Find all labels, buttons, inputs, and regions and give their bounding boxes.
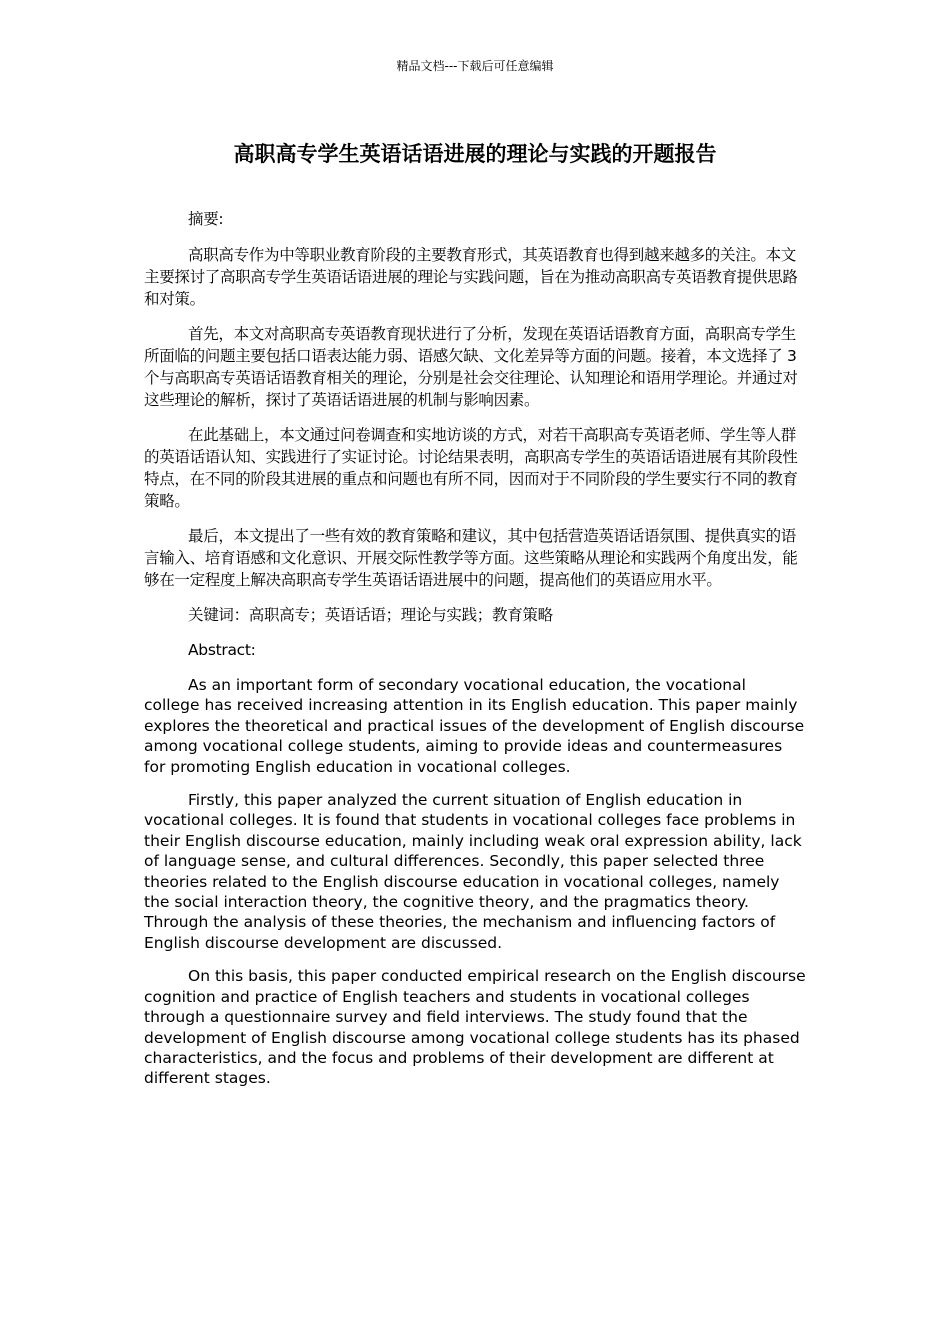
- abstract-cn-paragraph: 在此基础上，本文通过问卷调查和实地访谈的方式，对若干高职高专英语老师、学生等人群的英语话语认知、实践进行了实证讨论。讨论结果表明，高职高专学生的英语话语进展有其阶段性特点，在不同的阶段其进展的重点和问题也有所不同，因而对于不同阶段的学生要实行不同的教育策略。: [144, 426, 798, 510]
- document-title: 高职高专学生英语话语进展的理论与实践的开题报告: [233, 142, 717, 166]
- keywords-cn: 关键词：高职高专；英语话语；理论与实践；教育策略: [188, 606, 553, 624]
- abstract-en-label: Abstract:: [188, 641, 256, 659]
- page-header: 精品文档---下载后可任意编辑: [396, 59, 554, 73]
- abstract-cn-paragraph: 首先，本文对高职高专英语教育现状进行了分析，发现在英语话语教育方面，高职高专学生所面临的问题主要包括口语表达能力弱、语感欠缺、文化差异等方面的问题。接着，本文选择了 3 个与高职高专英语话语教育相关的理论，分别是社会交往理论、认知理论和语用学理论。并通过对这些理论的解析，探讨了英语话语进展的机制与影响因素。: [144, 325, 798, 409]
- document-body: [144, 208, 806, 1102]
- abstract-cn-paragraph: 高职高专作为中等职业教育阶段的主要教育形式，其英语教育也得到越来越多的关注。本文主要探讨了高职高专学生英语话语进展的理论与实践问题，旨在为推动高职高专英语教育提供思路和对策。: [144, 246, 798, 308]
- abstract-en-paragraph: On this basis, this paper conducted empirical research on the English discourse cognition and practice of English teachers and students in vocational colleges through a questionnaire survey and field interviews. The study found that the development of English discourse among vocational college students has its phased characteristics, and the focus and problems of their development are different at different stages.: [144, 967, 806, 1088]
- abstract-cn-label: 摘要:: [188, 210, 224, 228]
- abstract-cn-paragraph: 最后，本文提出了一些有效的教育策略和建议，其中包括营造英语话语氛围、提供真实的语言输入、培育语感和文化意识、开展交际性教学等方面。这些策略从理论和实践两个角度出发，能够在一定程度上解决高职高专学生英语话语进展中的问题，提高他们的英语应用水平。: [144, 527, 798, 589]
- abstract-en-paragraph: Firstly, this paper analyzed the current situation of English education in vocational colleges. It is found that students in vocational colleges face problems in their English discourse education, mainly including weak oral expression ability, lack of language sense, and cultural differences. Secondly, this paper selected three theories related to the English discourse education in vocational colleges, namely the social interaction theory, the cognitive theory, and the pragmatics theory. Through the analysis of these theories, the mechanism and influencing factors of English discourse development are discussed.: [144, 791, 802, 952]
- abstract-en-paragraph: As an important form of secondary vocational education, the vocational college has received increasing attention in its English education. This paper mainly explores the theoretical and practical issues of the development of English discourse among vocational college students, aiming to provide ideas and countermeasures for promoting English education in vocational colleges.: [144, 676, 805, 776]
